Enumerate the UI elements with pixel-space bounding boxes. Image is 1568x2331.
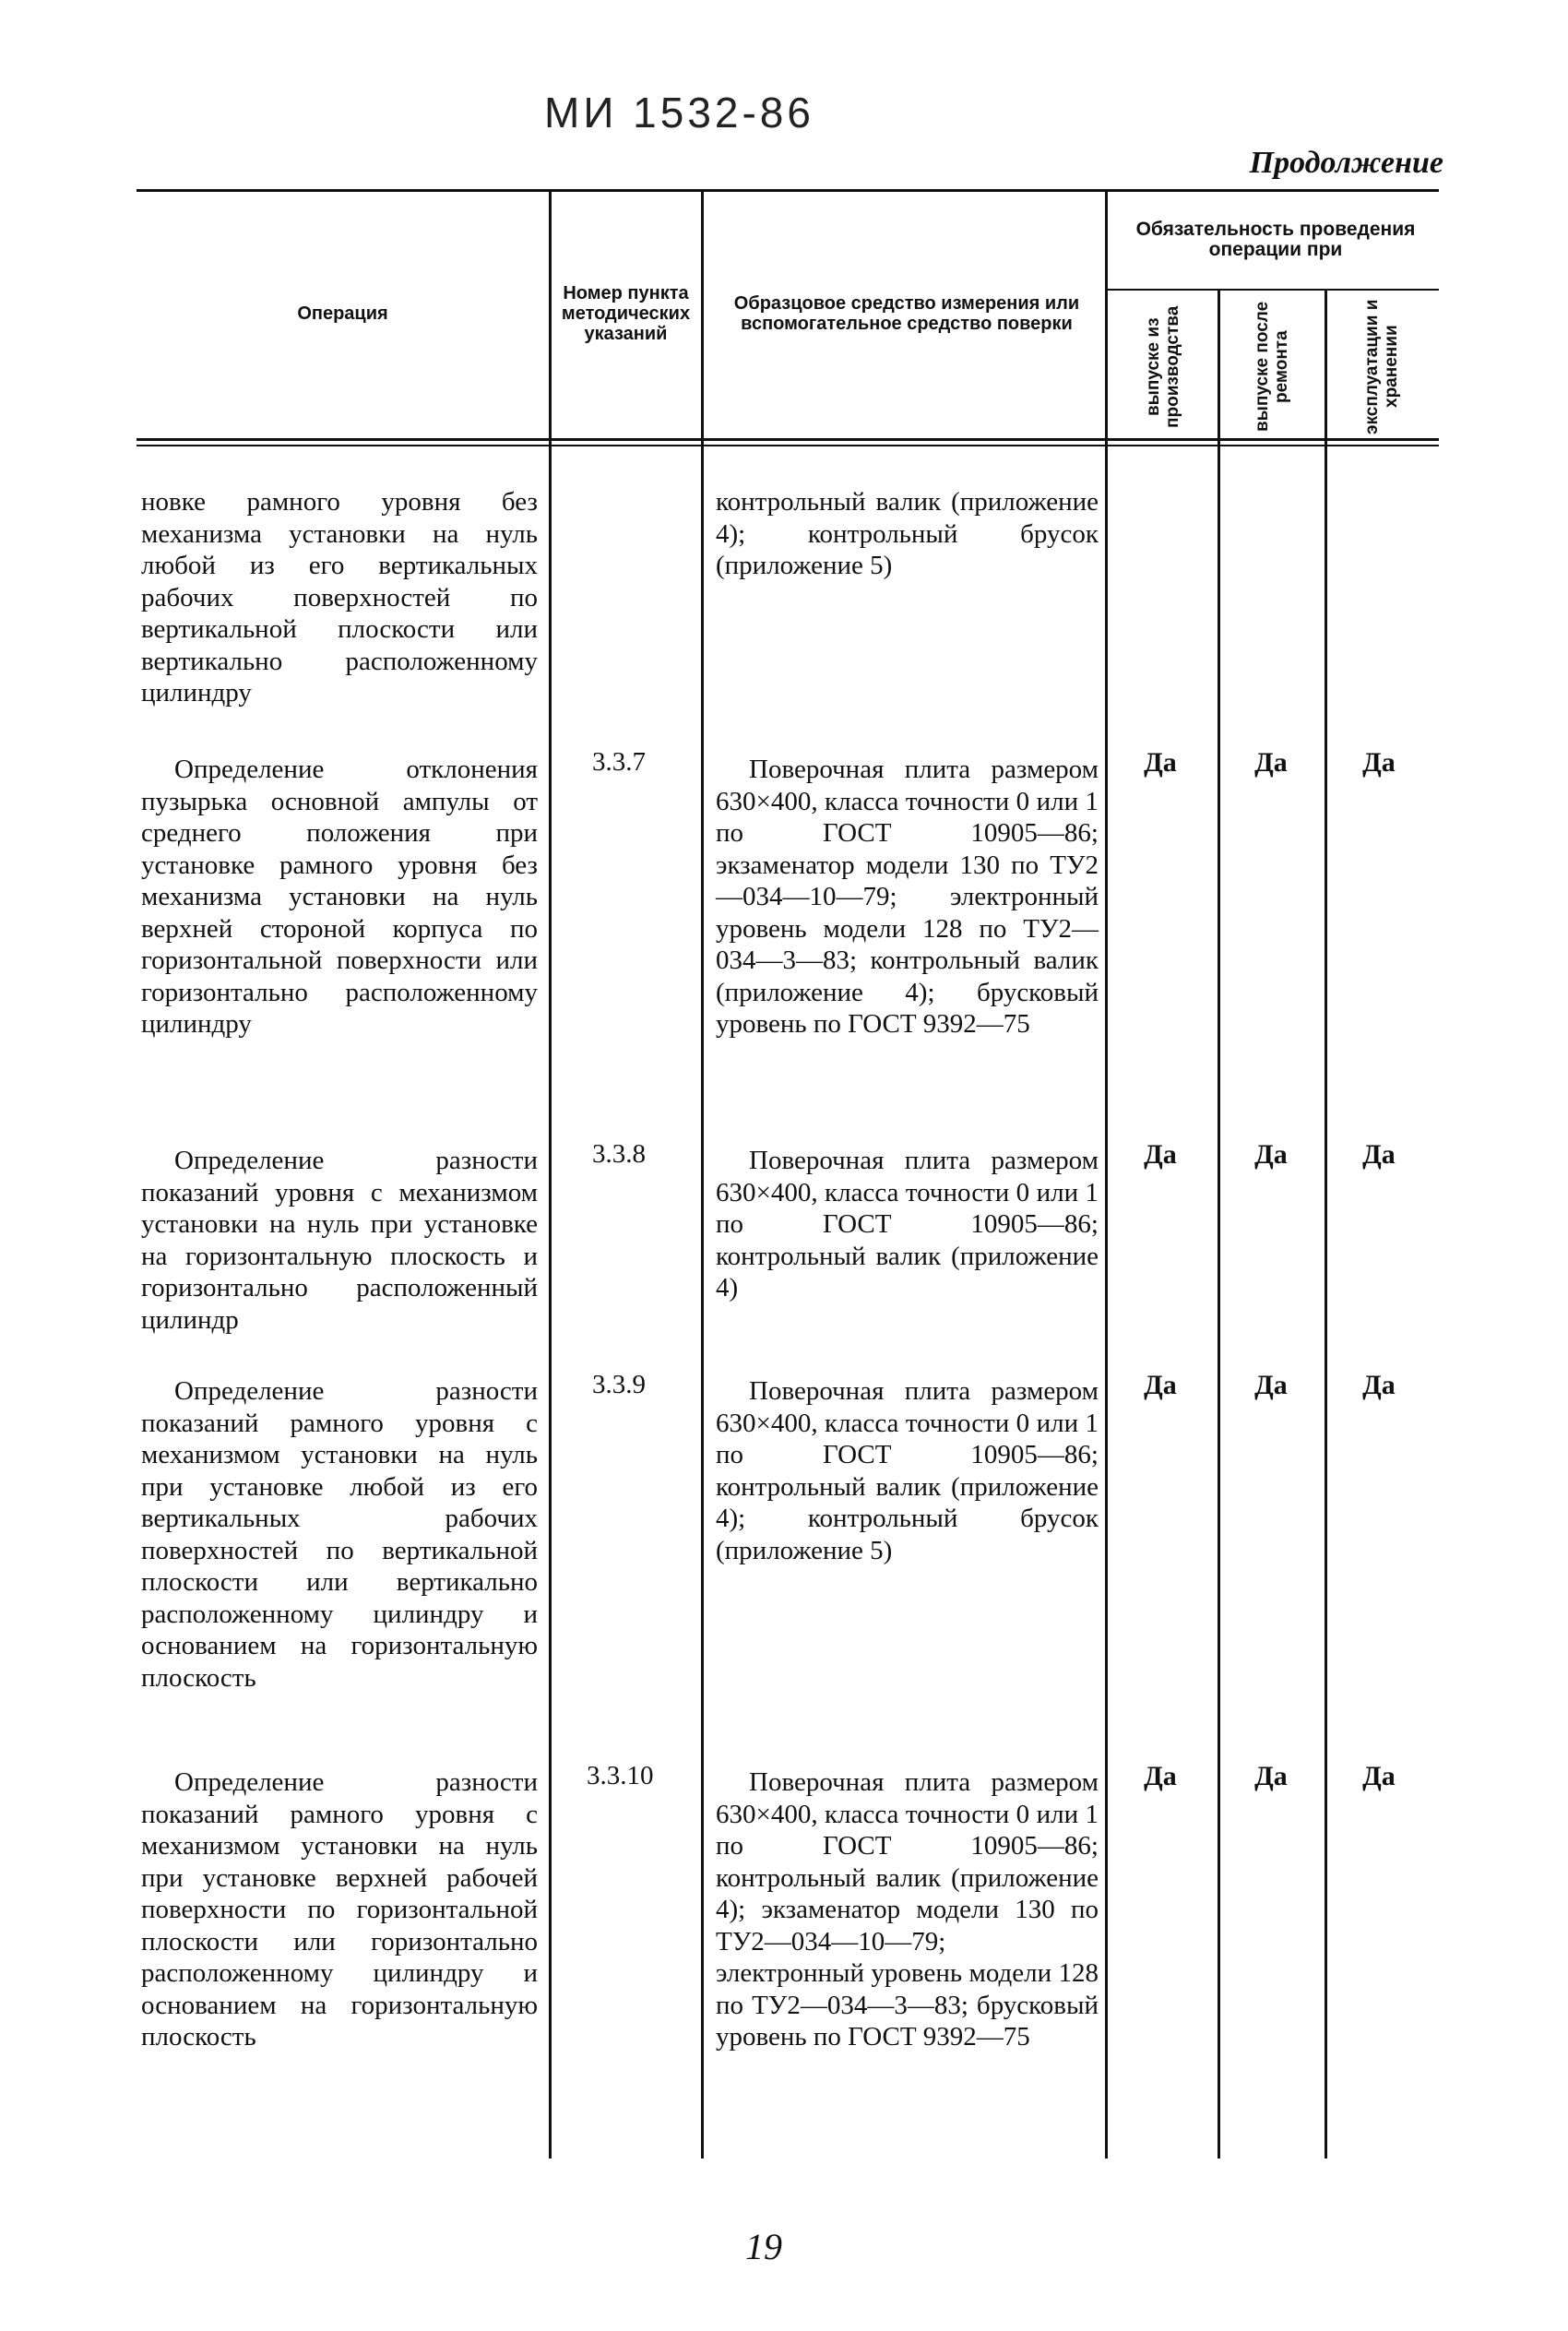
col-divider-4 [1218, 289, 1220, 2159]
row-2-production: Да [1144, 747, 1177, 778]
row-3-clause: 3.3.8 [592, 1139, 646, 1169]
row-5-clause: 3.3.10 [587, 1761, 654, 1790]
col-divider-5 [1324, 289, 1327, 2159]
col-divider-1 [549, 189, 552, 2159]
header-release-repair: выпуске после ремонта [1253, 301, 1291, 433]
row-1-means: контрольный валик (приложение 4); контрольный брусок (приложение 5) [716, 487, 1099, 580]
row-5-repair: Да [1254, 1761, 1288, 1791]
row-3-repair: Да [1254, 1139, 1288, 1170]
header-bottom-rule-2 [137, 445, 1439, 446]
continuation-label: Продолжение [1249, 146, 1443, 180]
col-divider-3 [1105, 189, 1108, 2159]
col-divider-2 [701, 189, 704, 2159]
row-4-clause: 3.3.9 [592, 1370, 646, 1399]
row-2-operation-storage: Да [1362, 747, 1396, 778]
header-obligation: Обязательность проведения операции при [1135, 218, 1416, 260]
row-4-operation: Определение разности показаний рамного уровня с механизмом установки на нуль при установке любой из его вертикальных рабочих поверхностей по вертикальной плоскости или вертикально расположенному цилиндру и основанием на горизонтальную плоскость [141, 1376, 538, 1693]
obligation-divider [1107, 289, 1439, 291]
row-2-means: Поверочная плита размером 630×400, класса точности 0 или 1 по ГОСТ 10905—86; экзаменатор модели 130 по ТУ2—034—10—79; электронный уровень модели 128 по ТУ2—034—3—83; контрольный валик (приложение 4); брусковый уровень по ГОСТ 9392—75 [716, 755, 1099, 1039]
header-release-production: выпуске из производства [1143, 305, 1182, 428]
row-5-production: Да [1144, 1761, 1177, 1791]
row-3-operation: Определение разности показаний уровня с механизмом установки на нуль при установке на горизонтальную плоскость и горизонтально расположенный цилиндр [141, 1146, 538, 1335]
row-1-operation: новке рамного уровня без механизма установки на нуль любой из его вертикальных рабочих поверхностей по вертикальной плоскости или вертикально расположенному цилиндру [141, 487, 538, 708]
header-bottom-rule [137, 438, 1439, 441]
row-2-operation: Определение отклонения пузырька основной ампулы от среднего положения при установке рамного уровня без механизма установки на нуль верхней стороной корпуса по горизонтальной поверхности или горизонтально расположенному цилиндру [141, 755, 538, 1039]
doc-code: МИ 1532-86 [544, 89, 814, 137]
header-operation: Операция [297, 303, 388, 324]
row-2-repair: Да [1254, 747, 1288, 778]
row-3-means: Поверочная плита размером 630×400, класса точности 0 или 1 по ГОСТ 10905—86; контрольный валик (приложение 4) [716, 1146, 1099, 1302]
row-2-clause: 3.3.7 [592, 747, 646, 777]
header-reference-means: Образцовое средство измерения или вспомогательное средство поверки [733, 293, 1080, 334]
header-operation-storage: эксплуатации и хранении [1361, 299, 1401, 434]
row-4-means: Поверочная плита размером 630×400, класса точности 0 или 1 по ГОСТ 10905—86; контрольный валик (приложение 4); контрольный брусок (приложение 5) [716, 1376, 1099, 1565]
row-5-operation-storage: Да [1362, 1761, 1396, 1791]
row-3-operation-storage: Да [1362, 1139, 1396, 1170]
row-5-operation: Определение разности показаний рамного уровня с механизмом установки на нуль при установке верхней рабочей поверхности по горизонтальной плоскости или горизонтально расположенному цилиндру и основанием на горизонтальную плоскость [141, 1767, 538, 2052]
header-clause-number: Номер пункта методических указаний [561, 283, 691, 344]
row-5-means: Поверочная плита размером 630×400, класса точности 0 или 1 по ГОСТ 10905—86; контрольный валик (приложение 4); экзаменатор модели 130 по ТУ2—034—10—79; электронный уровень модели 128 по ТУ2—034—3—83; брусковый уровень по ГОСТ 9392—75 [716, 1767, 1099, 2052]
row-4-repair: Да [1254, 1370, 1288, 1400]
row-3-production: Да [1144, 1139, 1177, 1170]
row-4-production: Да [1144, 1370, 1177, 1400]
row-4-operation-storage: Да [1362, 1370, 1396, 1400]
page-number: 19 [745, 2226, 782, 2267]
